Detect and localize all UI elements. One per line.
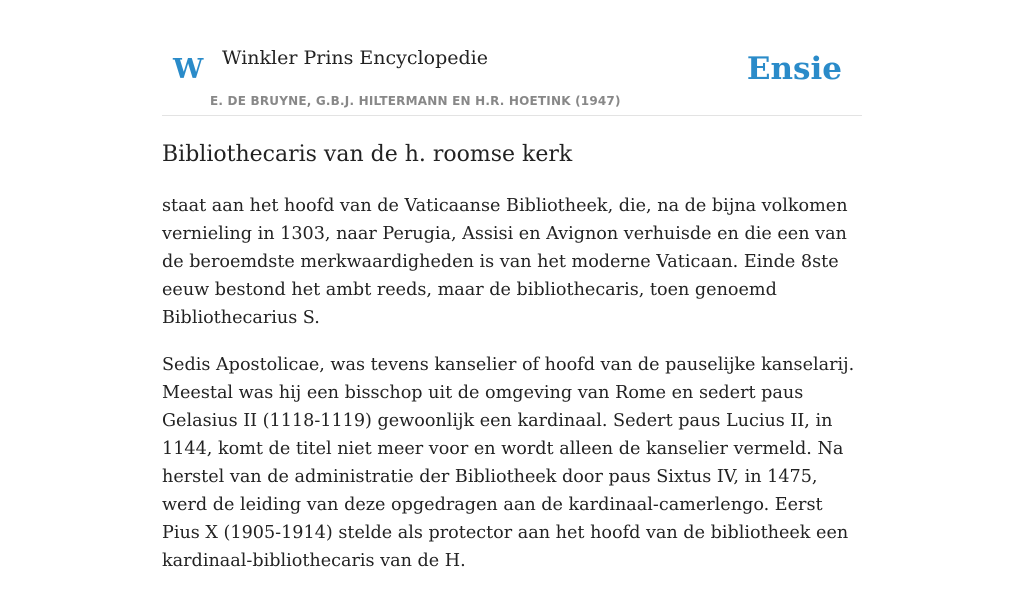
source-authors: E. DE BRUYNE, G.B.J. HILTERMANN EN H.R. HOETINK (1947): [210, 94, 621, 108]
article-paragraph: staat aan het hoofd van de Vaticaanse Bibliotheek, die, na de bijna volkomen vernieling in 1303, naar Perugia, Assisi en Avignon verhuisde en die een van de beroemdste merkwaardigheden is van het moderne Vaticaan. Einde 8ste eeuw bestond het ambt reeds, maar de bibliothecaris, toen genoemd Bibliothecarius S.: [162, 196, 848, 328]
article-paragraph: Sedis Apostolicae, was tevens kanselier of hoofd van de pauselijke kanselarij. Meestal was hij een bisschop uit de omgeving van Rome en sedert paus Gelasius II (1118-1119) gewoonlijk een kardinaal. Sedert paus Lucius II, in 1144, komt de titel niet meer voor en wordt alleen de kanselier vermeld. Na herstel van de administratie der Bibliotheek door paus Sixtus IV, in 1475, werd de leiding van deze opgedragen aan de kardinaal-camerlengo. Eerst Pius X (1905-1914) stelde als protector aan het hoofd van de bibliotheek een kardinaal-bibliothecaris van de H.: [162, 355, 855, 571]
article-body: [162, 192, 862, 594]
source-header: [162, 0, 862, 116]
article-title: Bibliothecaris van de h. roomse kerk: [162, 142, 573, 167]
source-title[interactable]: Winkler Prins Encyclopedie: [222, 47, 488, 69]
article-container: [162, 0, 862, 571]
ensie-brand-logo[interactable]: Ensie: [746, 51, 842, 87]
winkler-prins-logo[interactable]: W: [173, 54, 204, 85]
